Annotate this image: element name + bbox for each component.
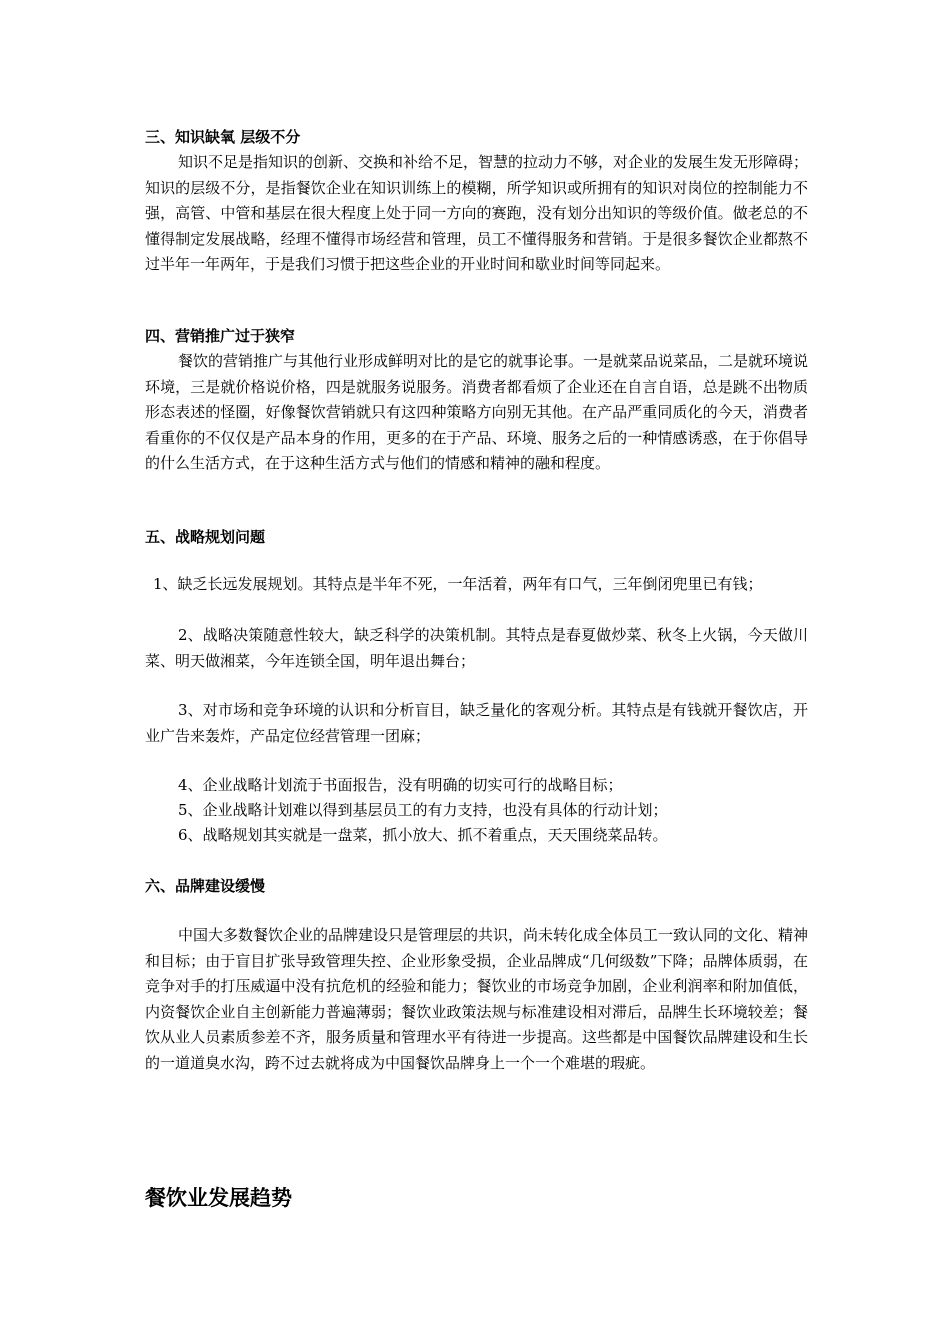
page-title-trends: 餐饮业发展趋势: [145, 1186, 292, 1210]
section-6-body: 中国大多数餐饮企业的品牌建设只是管理层的共识，尚未转化成全体员工一致认同的文化、精神和目标；由于盲目扩张导致管理失控、企业形象受损，企业品牌成“几何级数”下降；品牌体质弱，在竞争对手的打压威逼中没有抗危机的经验和能力；餐饮业的市场竞争加剧，企业利润率和附加值低，内资餐饮企业自主创新能力普遍薄弱；餐饮业政策法规与标准建设相对滞后，品牌生长环境较差；餐饮从业人员素质参差不齐，服务质量和管理水平有待进一步提高。这些都是中国餐饮品牌建设和生长的一道道臭水沟，跨不过去就将成为中国餐饮品牌身上一个一个难堪的瑕疵。: [145, 926, 809, 1072]
section-4-heading: 四、营销推广过于狭窄: [145, 327, 296, 345]
section-3-body: 知识不足是指知识的创新、交换和补给不足，智慧的拉动力不够，对企业的发展生发无形障碍；知识的层级不分，是指餐饮企业在知识训练上的模糊，所学知识或所拥有的知识对岗位的控制能力不强，高管、中管和基层在很大程度上处于同一方向的赛跑，没有划分出知识的等级价值。做老总的不懂得制定发展战略，经理不懂得市场经营和管理，员工不懂得服务和营销。于是很多餐饮企业都熬不过半年一年两年，于是我们习惯于把这些企业的开业时间和歇业时间等同起来。: [145, 153, 809, 274]
strategy-item-4: 4、企业战略计划流于书面报告，没有明确的切实可行的战略目标；: [178, 776, 623, 794]
strategy-item-6: 6、战略规划其实就是一盘菜，抓小放大、抓不着重点，天天围绕菜品转。: [178, 826, 668, 844]
section-3-heading: 三、知识缺氧 层级不分: [145, 128, 301, 146]
section-6-heading: 六、品牌建设缓慢: [145, 877, 266, 895]
strategy-item-3: 3、对市场和竞争环境的认识和分析盲目，缺乏量化的客观分析。其特点是有钱就开餐饮店，开业广告来轰炸，产品定位经营管理一团麻；: [145, 701, 808, 745]
strategy-item-5: 5、企业战略计划难以得到基层员工的有力支持，也没有具体的行动计划；: [178, 801, 668, 819]
strategy-item-1: 1、缺乏长远发展规划。其特点是半年不死，一年活着，两年有口气，三年倒闭兜里已有钱；: [153, 575, 763, 593]
section-5-heading: 五、战略规划问题: [145, 528, 266, 546]
strategy-item-2: 2、战略决策随意性较大，缺乏科学的决策机制。其特点是春夏做炒菜、秋冬上火锅，今天做川菜、明天做湘菜，今年连锁全国，明年退出舞台；: [145, 626, 808, 670]
section-4-body: 餐饮的营销推广与其他行业形成鲜明对比的是它的就事论事。一是就菜品说菜品，二是就环境说环境，三是就价格说价格，四是就服务说服务。消费者都看烦了企业还在自言自语，总是跳不出物质形态表述的怪圈，好像餐饮营销就只有这四种策略方向别无其他。在产品严重同质化的今天，消费者看重你的不仅仅是产品本身的作用，更多的在于产品、环境、服务之后的一种情感诱惑，在于你倡导的什么生活方式，在于这种生活方式与他们的情感和精神的融和程度。: [145, 352, 809, 473]
